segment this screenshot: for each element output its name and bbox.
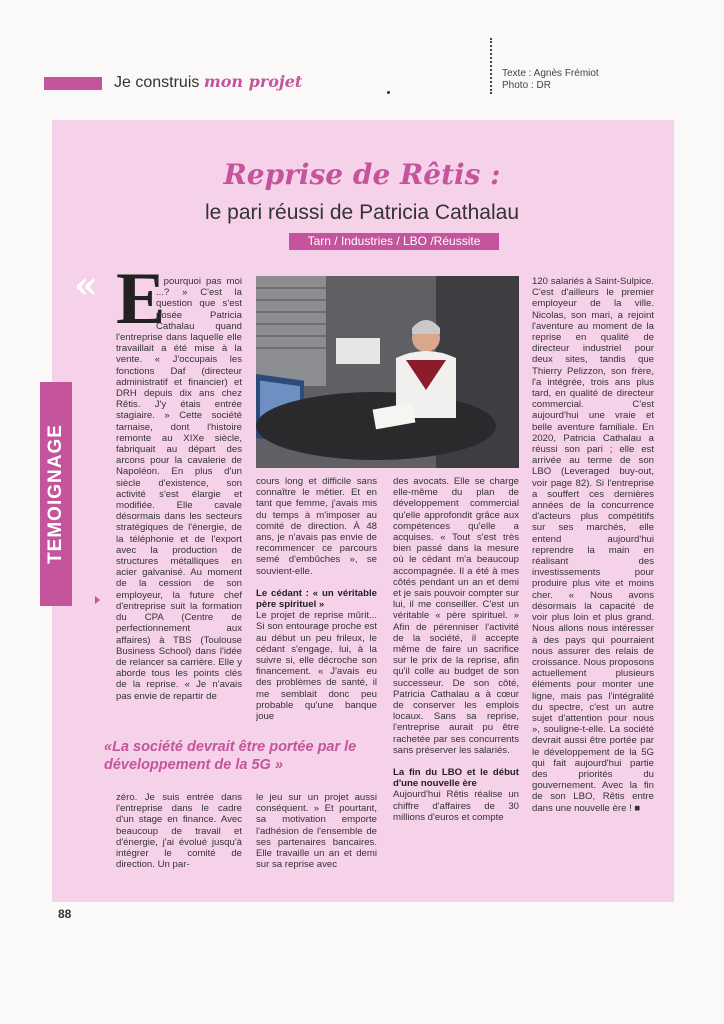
column-2-body: Le projet de reprise mûrit... Si son entourage proche est au début un peu frileux, le cédant s'engage, lui, à la suivre si, elle décroche son financement. « J'avais eu des problèmes de santé, il me semblait donc peu probable qu'une banque joue bbox=[256, 610, 377, 722]
column-1-bottom-text: zéro. Je suis entrée dans l'entreprise dans le cadre d'un stage en finance. Avec beaucoup de travail et d'énergie, j'ai évolué jusqu'à intégrer le comité de direction. Un par- bbox=[116, 792, 242, 871]
section-header bbox=[114, 72, 302, 92]
side-tab-label: TEMOIGNAGE bbox=[45, 424, 66, 564]
column-3-heading: La fin du LBO et le début d'une nouvelle ère bbox=[393, 767, 519, 790]
column-4-text: 120 salariés à Saint-Sulpice. C'est d'ailleurs le premier employeur de la ville. Nicolas, son mari, a rejoint l'aventure au moment de la reprise en qualité de directeur industriel pour deux sites, tandis que Thierry Pelizzon, son frère, l'a intégrée, trois ans plus tard, en qualité de directeur commercial. C'est aujourd'hui une vraie et belle aventure familiale. En 2020, Patricia Cathalau a réussi son pari ; elle est arrivée au terme de son LBO (Leveraged buy-out, voir page 82). Si l'entreprise a souffert ces dernières années de la concurrence d'acteurs plus compétitifs sur ses marchés, elle entend aujourd'hui reprendre la main en réalisant des investissements pour produire plus vite et moins cher. « Nous avons désormais la capacité de voir plus loin et plus grand. Nous allons nous intéresser à des pays qui pourraient nous assurer des relais de croissance. Nous proposons actuellement plusieurs éléments pour monter une ligne, mais pas l'intégralité du spectre, c'est un autre sujet d'attention pour nous », souligne-t-elle. La société devrait aussi être portée par le développement de la 5G qui fait aujourd'hui partie des priorités du gouvernement. Avec la fin de son LBO, Rêtis entre dans une nouvelle ère ! ■ bbox=[532, 276, 654, 814]
article-column-2 bbox=[256, 476, 377, 722]
column-2-text: cours long et difficile sans connaître le métier. Et en tant que femme, j'avais mis du temps à m'imposer au comité de direction. À 48 ans, je n'avais pas envie de recommencer ce parcours semé d'embûches », se souvient-elle. bbox=[256, 476, 377, 577]
paragraph-arrow-icon bbox=[95, 596, 100, 604]
quote-mark-icon: « bbox=[74, 262, 98, 307]
article-column-3 bbox=[393, 476, 519, 899]
credits bbox=[502, 68, 599, 92]
column-3-text: des avocats. Elle se charge elle-même du plan de développement commercial qu'elle approfondit grâce aux compétences qu'elle a acquises. « Tout s'est très bien passé dans la mesure où le cédant m'a beaucoup accompagnée. Il a été à mes côtés pendant un an et demi et je sais pouvoir compter sur lui, il me conseiller. C'est un véritable « père spirituel. » Afin de pérenniser l'activité de la société, il accepte même de faire un sacrifice sur le prix de la reprise, afin qu'il colle au budget de son successeur. De son côté, Patricia Cathalau a à cœur de conserver les emplois locaux. Sans sa reprise, l'entreprise aurait pu être rachetée par ses concurrents sans préserver les salariés. bbox=[393, 476, 519, 756]
article-column-1-bottom bbox=[116, 792, 242, 882]
decorative-dot bbox=[387, 91, 390, 94]
article-column-4 bbox=[532, 276, 654, 880]
office-scene-image bbox=[256, 276, 519, 468]
article-subtitle: le pari réussi de Patricia Cathalau bbox=[205, 201, 519, 224]
page-number: 88 bbox=[58, 907, 72, 921]
pull-quote: «La société devrait être portée par le développement de la 5G » bbox=[104, 739, 357, 773]
column-3-tail: Aujourd'hui Rêtis réalise un chiffre d'affaires de 30 millions d'euros et compte bbox=[393, 789, 519, 823]
column-2-heading: Le cédant : « un véritable père spirituel » bbox=[256, 587, 377, 611]
article-title: Reprise de Rêtis : bbox=[223, 158, 501, 191]
credits-divider bbox=[490, 38, 492, 94]
credit-photo: Photo : DR bbox=[502, 80, 551, 91]
section-label: Je construis bbox=[114, 74, 200, 91]
column-1-text: t pourquoi pas moi ...? » C'est la question que s'est posée Patricia Cathalau quand l'entreprise dans laquelle elle travaillait a été mise à la vente. « J'occupais les fonctions Daf (directeur administratif et financier) et DRH depuis dix ans chez Rêtis. J'y étais entrée stagiaire. » Cette société tarnaise, dont l'histoire remonte au XIXe siècle, fabriquait au départ des arcons pour la cavalerie de Napoléon. En plus d'un siècle d'existence, son activité s'est élargie et modifiée. Elle cavale désormais dans les secteurs stratégiques de l'énergie, de la téléphonie et de l'export avec la production de structures métalliques en acier galvanisé. Au moment de la cession de son employeur, la future chef d'entreprise suit la formation du CPA (Centre de perfectionnement aux affaires) à TBS (Toulouse Business School) dans l'idée de relancer sa carrière. Elle y aborde tous les points clés de la reprise. « Je n'avais pas envie de repartir de bbox=[116, 276, 242, 702]
section-accent: mon projet bbox=[203, 72, 303, 91]
header-accent-bar bbox=[44, 77, 102, 90]
credit-text: Texte : Agnès Frémiot bbox=[502, 68, 599, 79]
article-column-2-bottom bbox=[256, 792, 377, 882]
portrait-photo bbox=[256, 276, 519, 468]
article-tags: Tarn / Industries / LBO /Réussite bbox=[289, 233, 499, 250]
column-2-bottom-text: le jeu sur un projet aussi conséquent. » Et pourtant, sa motivation emporte l'adhésion de l'ensemble de ses partenaires bancaires. Elle travaille un an et demi sur sa reprise avec bbox=[256, 792, 377, 871]
article-column-1 bbox=[116, 276, 242, 722]
drop-cap: E bbox=[116, 258, 166, 340]
